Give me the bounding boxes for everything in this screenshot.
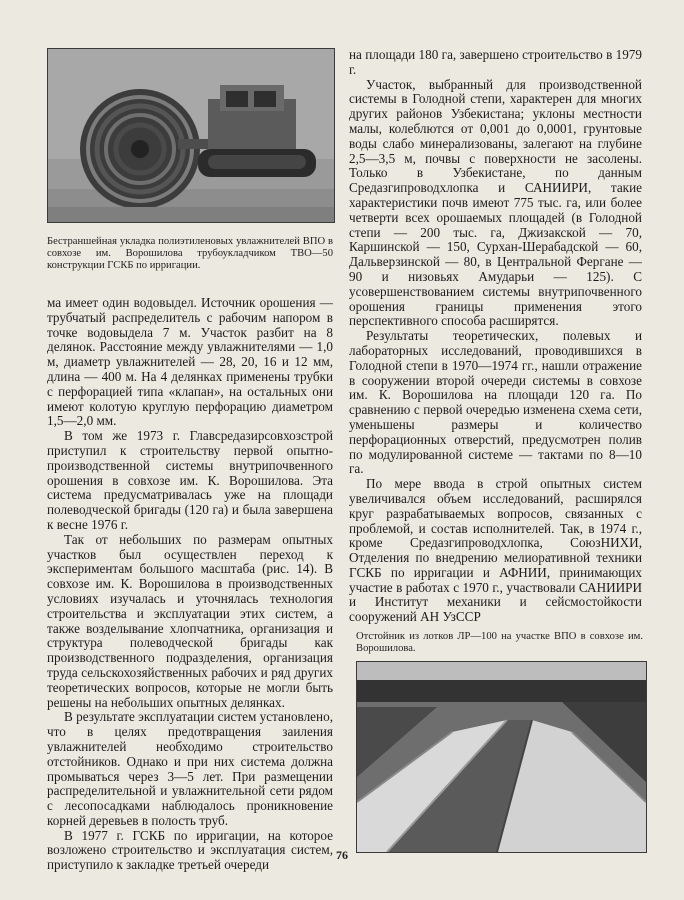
figure-caption-top: Бестраншейная укладка полиэтиленовых увлажнителей ВПО в совхозе им. Ворошилова трубоукладчиком ТВО—50 конструкции ГСКБ по ирригации. <box>47 236 333 271</box>
cable-laying-tractor-photo <box>47 48 335 223</box>
page-number: 76 <box>336 848 348 862</box>
paragraph: В 1977 г. ГСКБ по ирригации, на которое возложено строительство и эксплуатация систем, приступило к закладке третьей очереди <box>47 827 333 873</box>
paragraph: Результаты теоретических, полевых и лабораторных исследований, проводившихся в Голодной степи в 1970—1974 гг., нашли отражение в сооружении второй очереди системы в совхозе им. К. Ворошилова на площади 120 га. По сравнению с первой очередью изменена схема сети, уменьшены размеры и количество перфорационных отверстий, предусмотрен полив по модулированной системе — тактами по 8—10 га. <box>349 328 642 477</box>
left-body-text <box>47 296 333 873</box>
paragraph: По мере ввода в строй опытных систем увеличивался объем исследований, расширялся круг разрабатываемых вопросов, связанных с проблемой, и состав исполнителей. Так, в 1974 г., кроме Средазгипроводхлопка, СоюзНИХИ, Отделения по внедрению мелиоративной техники ГСКБ по ирригации и АФНИИ, принимающих участие в работах с 1970 г., участвовали САНИИРИ и Институт механики и сейсмостойкости сооружений АН УзССР <box>349 476 642 625</box>
left-column <box>47 48 333 873</box>
figure-caption-bottom: Отстойник из лотков ЛР—100 на участке ВПО в совхозе им. Ворошилова. <box>356 631 643 655</box>
settling-basin-channel-photo <box>356 661 647 853</box>
paragraph: В результате эксплуатации систем установлено, что в целях предотвращения заиления увлажнителей необходимо строительство отстойников. Однако и при них система должна промываться через 3—5 лет. При размещении распределительной и увлажнительной сети рядом с лесопосадками наблюдалось проникновение корней деревьев в полость труб. <box>47 709 333 828</box>
paragraph: Так от небольших по размерам опытных участков был осуществлен переход к экспериментам большого масштаба (рис. 14). В совхозе им. К. Ворошилова в производственных условиях изучалась и уточнялась технология строительства и эксплуатации этих систем, а также возделывание хлопчатника, организация и структура полеводческой бригады как производственного подразделения, организация труда сельскохозяйственных рабочих и ряд других теоретических вопросов, которые не могли быть решены на небольших опытных делянках. <box>47 531 333 710</box>
paragraph: на площади 180 га, завершено строительство в 1979 г. <box>349 47 642 77</box>
paragraph: ма имеет один водовыдел. Источник орошения — трубчатый распределитель с рабочим напором в точке водовыдела 7 м. Участок разбит на 8 делянок. Расстояние между увлажнителями — 1,0 м, диаметр увлажнителей — 28, 20, 16 и 12 мм, длина — 400 м. На 4 делянках применены трубки с перфорацией типа «клапан», на остальных они имеют колотую круглую перфорацию диаметром 1,5—2,0 мм. <box>47 295 333 429</box>
right-body-text <box>349 48 642 625</box>
right-column <box>349 48 642 853</box>
paragraph: В том же 1973 г. Главсредазирсовхозстрой приступил к строительству первой опытно-производственной системы внутрипочвенного орошения в совхозе им. К. Ворошилова. Эта система предусматривалась уже на площади полеводческой бригады (120 га) и была завершена к весне 1976 г. <box>47 428 333 532</box>
paragraph: Участок, выбранный для производственной системы в Голодной степи, характерен для многих других районов Узбекистана; уклоны местности малы, колеблются от 0,001 до 0,0001, грунтовые воды слабо минерализованы, залегают на глубине 2,5—3,5 м, почвы с поверхности не засолены. Только в Узбекистане, по данным Средазгипроводхлопка и САНИИРИ, такие характеристики почв имеют 775 тыс. га, или более четверти всех орошаемых площадей (в Голодной степи — 200 тыс. га, Джизакской — 70, Каршинской — 150, Сурхан-Шерабадской — 60, Дальверзинской — 80, в Центральной Фергане — 90 и низовьях Амударьи — 125). С усовершенствованием системы внутрипочвенного орошения границы применения этого перспективного способа расширятся. <box>349 76 642 329</box>
